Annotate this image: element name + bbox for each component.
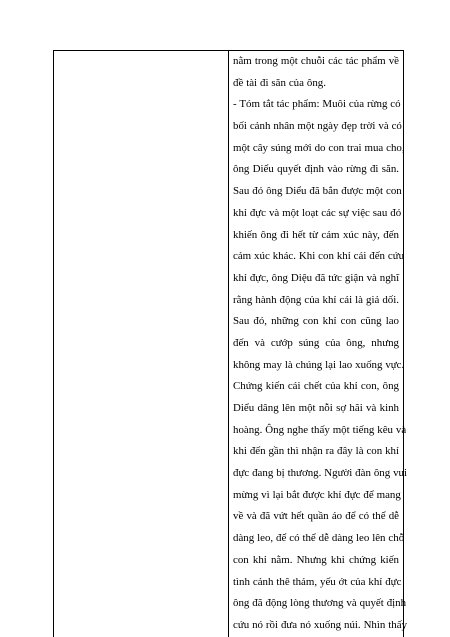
text-line: đề tài đi săn của ông. — [233, 76, 326, 89]
text-line: Sau đó ông Diểu đã bắn được một con — [233, 185, 402, 198]
text-line: hoàng. Ông nghe thấy một tiếng kêu và — [233, 423, 407, 436]
right-cell — [229, 51, 408, 637]
text-line: khỉ đực và một loạt các sự việc sau đó — [233, 206, 402, 219]
text-line: một cây súng mới do con trai mua cho, — [233, 141, 405, 154]
text-line: cứu nó rồi đưa nó xuống núi. Nhìn thấy — [233, 618, 408, 631]
text-line: Chứng kiến cái chết của khỉ con, ông — [233, 380, 399, 393]
text-line: không may là chúng lại lao xuống vực. — [233, 358, 405, 371]
text-line: khỉ đực, ông Diệu đã tức giận và nghĩ — [233, 271, 400, 284]
text-line: nằm trong một chuỗi các tác phẩm về — [233, 55, 399, 67]
text-line: ông Diểu quyết định vào rừng đi săn. — [233, 163, 399, 176]
text-line: bối cảnh nhân một ngày đẹp trời và có — [233, 120, 402, 133]
summary-paragraph — [229, 51, 408, 637]
text-line: con khỉ nằm. Nhưng khi chứng kiến — [233, 553, 399, 566]
document-table — [53, 50, 408, 637]
table-row — [54, 51, 404, 637]
text-line: đến và cướp súng của ông, nhưng — [233, 336, 399, 349]
text-line: cảm xúc khác. Khi con khỉ cái đến cứu — [233, 250, 405, 263]
text-line: dàng leo, để có thể dễ dàng leo lên chỗ — [233, 532, 405, 545]
text-line: khi đến gần thì nhận ra đây là con khỉ — [233, 445, 400, 458]
text-line: Diểu dâng lên một nỗi sợ hãi và kinh — [233, 402, 399, 414]
text-line: đực đang bị thương. Người đàn ông vui — [233, 467, 408, 480]
left-cell — [54, 51, 229, 637]
text-line: - Tóm tắt tác phẩm: Muôi của rừng có — [233, 98, 401, 111]
text-line: mừng vì lại bắt được khỉ đực để mang — [233, 488, 401, 501]
text-line: rằng hành động của khỉ cái là giả dối. — [233, 293, 399, 306]
text-line: Sau đó, những con khỉ con cũng lao — [233, 315, 399, 328]
text-line: tình cảnh thê thảm, yếu ớt của khỉ đực — [233, 575, 402, 588]
text-line: về và đã vứt hết quần áo để có thể dễ — [233, 510, 399, 523]
text-line: khiến ông đi hết từ cảm xúc này, đến — [233, 228, 399, 241]
text-line: ông đã động lòng thương và quyết định — [233, 597, 407, 610]
